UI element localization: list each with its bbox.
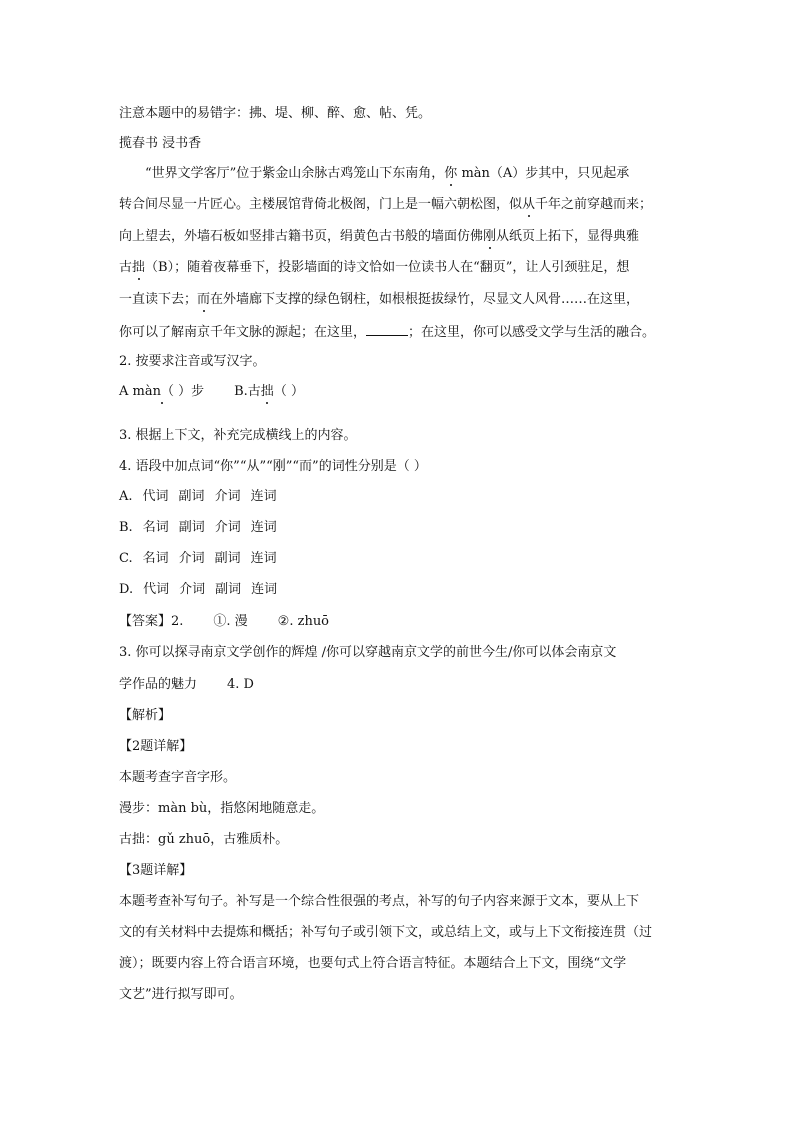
option-b[interactable]: B. 名词 副词 介词 连词 bbox=[119, 520, 277, 535]
option-c[interactable]: C. 名词 介词 副词 连词 bbox=[119, 551, 277, 566]
dotted-word-er: 而 bbox=[197, 292, 211, 307]
option-a[interactable]: A. 代词 副词 介词 连词 bbox=[119, 489, 277, 504]
answer-3-line: 3. 你可以探寻南京文学创作的辉煌 /你可以穿越南京文学的前世今生/你可以体会南京文 bbox=[119, 645, 617, 660]
analysis-text: 文的有关材料中去提炼和概括；补写句子或引领下文，或总结上文，或与上下文衔接连贯（过 bbox=[119, 925, 653, 940]
answer-3-4-line: 学作品的魅力 4. D bbox=[119, 677, 254, 692]
question-4: 4. 语段中加点词“你”“从”“刚”“而”的词性分别是（ ） bbox=[119, 459, 427, 474]
question-2-items: A màn（ ）步 B.古拙（ ） bbox=[119, 384, 304, 399]
passage-line: 一直读下去；而在外墙廊下支撑的绿色钢柱，如根根挺拔绿竹，尽显文人风骨……在这里， bbox=[119, 292, 640, 307]
passage-line: 向上望去，外墙石板如竖排古籍书页，绢黄色古书般的墙面仿佛刚从纸页上拓下，显得典雅 bbox=[119, 229, 640, 244]
dotted-word-cong: 从 bbox=[522, 197, 536, 212]
fill-blank[interactable] bbox=[366, 323, 408, 336]
passage-line: 转合间尽显一片匠心。主楼展馆背倚北极阁，门上是一幅六朝松图，似从千年之前穿越而来； bbox=[119, 197, 653, 212]
passage-line: 你可以了解南京千年文脉的源起；在这里， ；在这里，你可以感受文学与生活的融合。 bbox=[119, 325, 656, 340]
q2-item-a: A màn（ ）步 bbox=[119, 384, 205, 399]
analysis-text: 古拙：gǔ zhuō，古雅质朴。 bbox=[119, 832, 289, 847]
analysis-text: 本题考查字音字形。 bbox=[119, 770, 237, 785]
passage-line: 古拙（B）；随着夜幕垂下，投影墙面的诗文恰如一位读书人在“翻页”，让人引颈驻足，想 bbox=[119, 260, 630, 275]
typo-notice: 注意本题中的易错字：拂、堤、柳、醉、愈、帖、凭。 bbox=[119, 106, 432, 121]
analysis-label: 【解析】 bbox=[119, 708, 172, 723]
dotted-word-ni: 你 bbox=[444, 166, 458, 181]
option-d[interactable]: D. 代词 介词 副词 连词 bbox=[119, 582, 278, 597]
q2-analysis-heading: 【2题详解】 bbox=[119, 739, 193, 754]
dotted-word-zhuo: 拙 bbox=[132, 260, 146, 275]
q3-analysis-heading: 【3题详解】 bbox=[119, 863, 193, 878]
section-title: 揽春书 浸书香 bbox=[119, 136, 202, 151]
passage-line: “世界文学客厅”位于紫金山余脉古鸡笼山下东南角，你 màn（A）步其中，只见起承 bbox=[145, 166, 630, 181]
question-3: 3. 根据上下文，补充完成横线上的内容。 bbox=[119, 428, 357, 443]
analysis-text: 文艺”进行拟写即可。 bbox=[119, 987, 243, 1002]
analysis-text: 渡）；既要内容上符合语言环境，也要句式上符合语言特征。本题结合上下文，围绕“文学 bbox=[119, 956, 627, 971]
analysis-text: 本题考查补写句子。补写是一个综合性很强的考点，补写的句子内容来源于文本，要从上下 bbox=[119, 894, 640, 909]
question-2: 2. 按要求注音或写汉字。 bbox=[119, 354, 266, 369]
analysis-text: 漫步：màn bù，指悠闲地随意走。 bbox=[119, 801, 325, 816]
answer-line: 【答案】2. ①. 漫 ②. zhuō bbox=[119, 614, 330, 629]
dotted-word-zhuo-q2: 拙 bbox=[260, 384, 274, 399]
dotted-word-gang: 刚 bbox=[483, 229, 497, 244]
